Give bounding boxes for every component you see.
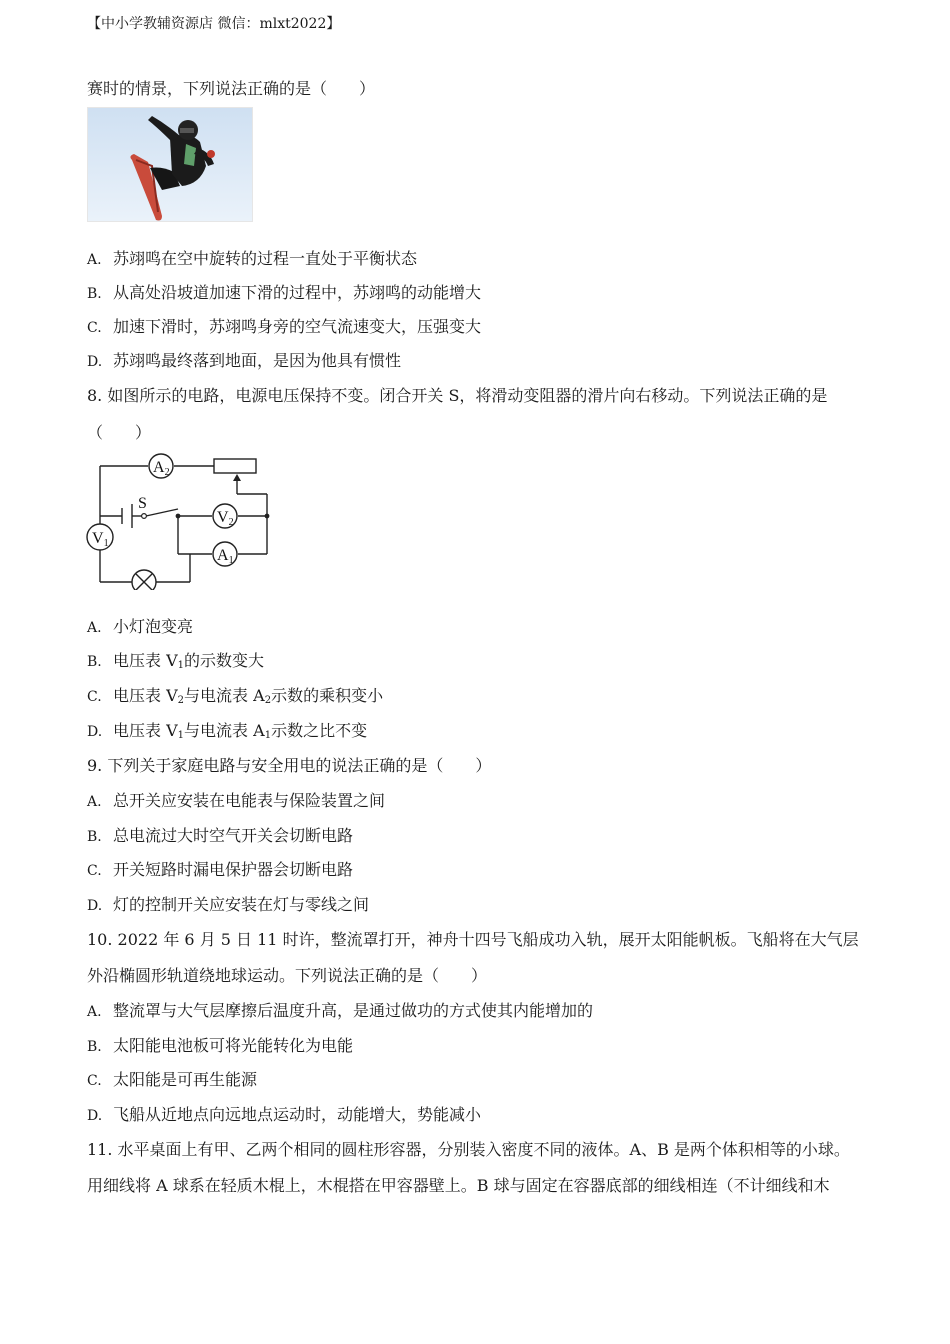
option-label: B. — [87, 1039, 102, 1055]
option-text: 整流罩与大气层摩擦后温度升高，是通过做功的方式使其内能增加的 — [113, 1001, 594, 1020]
label-v2: V — [217, 509, 229, 526]
q11-stem-line1: 11. 水平桌面上有甲、乙两个相同的圆柱形容器，分别装入密度不同的液体。A、B 是两个体积相等的小球。 — [87, 1140, 850, 1159]
q11-stem-line2: 用细线将 A 球系在轻质木棍上，木棍搭在甲容器壁上。B 球与固定在容器底部的细线相连（不计细线和木 — [87, 1176, 830, 1195]
option-label: D. — [87, 898, 103, 914]
q8-stem-line2: （ ） — [87, 423, 152, 442]
option-label: A. — [87, 1004, 102, 1020]
subscript: 2 — [264, 695, 272, 706]
circuit-diagram — [86, 450, 276, 590]
q8-option-c — [87, 683, 383, 706]
option-text: 电压表 V — [113, 651, 178, 670]
q9-option-d — [87, 892, 369, 915]
q8-option-a — [87, 614, 193, 637]
option-label: C. — [87, 1073, 102, 1089]
svg-text:V2: V2 — [217, 509, 234, 528]
q10-option-b — [87, 1033, 353, 1056]
option-text: 与电流表 A — [184, 686, 265, 705]
option-text: 加速下滑时，苏翊鸣身旁的空气流速变大，压强变大 — [113, 317, 482, 336]
q9-option-c — [87, 857, 353, 880]
label-a2: A — [153, 459, 165, 476]
svg-text:A2: A2 — [153, 459, 170, 478]
option-label: C. — [87, 320, 102, 336]
q10-option-a — [87, 998, 593, 1021]
option-label: C. — [87, 689, 102, 705]
option-text: 太阳能电池板可将光能转化为电能 — [113, 1036, 354, 1055]
option-text: 与电流表 A — [184, 721, 265, 740]
option-label: B. — [87, 654, 102, 670]
option-label: D. — [87, 1108, 103, 1124]
q7-option-d — [87, 348, 401, 371]
subscript: 1 — [177, 730, 185, 741]
option-label: C. — [87, 863, 102, 879]
option-text: 苏翊鸣最终落到地面，是因为他具有惯性 — [113, 351, 402, 370]
option-text: 电压表 V — [113, 721, 178, 740]
q10-option-d — [87, 1102, 481, 1125]
q8-option-d — [87, 718, 367, 741]
q10-stem-line1: 10. 2022 年 6 月 5 日 11 时许，整流罩打开，神舟十四号飞船成功入轨，展开太阳能帆板。飞船将在大气层 — [87, 930, 859, 949]
option-text: 小灯泡变亮 — [113, 617, 194, 636]
option-text: 太阳能是可再生能源 — [113, 1070, 258, 1089]
option-text: 示数之比不变 — [271, 721, 368, 740]
subscript: 1 — [264, 730, 272, 741]
q9-option-a — [87, 788, 385, 811]
label-v1: V — [92, 530, 104, 547]
option-label: A. — [87, 252, 102, 268]
option-label: D. — [87, 724, 103, 740]
option-text: 从高处沿坡道加速下滑的过程中，苏翊鸣的动能增大 — [113, 283, 482, 302]
q7-stem: 赛时的情景，下列说法正确的是（ ） — [87, 79, 376, 98]
q9-option-b — [87, 823, 353, 846]
option-text: 苏翊鸣在空中旋转的过程一直处于平衡状态 — [113, 249, 418, 268]
option-text: 电压表 V — [113, 686, 178, 705]
snowboarder-photo — [87, 107, 253, 222]
q9-stem: 9. 下列关于家庭电路与安全用电的说法正确的是（ ） — [87, 756, 492, 775]
svg-text:A1: A1 — [217, 547, 234, 566]
lamp-icon — [132, 570, 156, 590]
option-text: 灯的控制开关应安装在灯与零线之间 — [113, 895, 370, 914]
option-text: 总电流过大时空气开关会切断电路 — [113, 826, 354, 845]
option-label: A. — [87, 794, 102, 810]
q7-option-a — [87, 246, 417, 269]
page-header: 【中小学教辅资源店 微信：mlxt2022】 — [87, 16, 341, 32]
option-label: B. — [87, 829, 102, 845]
q7-option-b — [87, 280, 481, 303]
q10-option-c — [87, 1067, 257, 1090]
label-switch: S — [138, 495, 147, 512]
q7-option-c — [87, 314, 481, 337]
option-text: 开关短路时漏电保护器会切断电路 — [113, 860, 354, 879]
option-text: 的示数变大 — [184, 651, 265, 670]
option-label: D. — [87, 354, 103, 370]
q10-stem-line2: 外沿椭圆形轨道绕地球运动。下列说法正确的是（ ） — [87, 966, 488, 985]
subscript: 2 — [177, 695, 185, 706]
svg-text:V1: V1 — [92, 530, 109, 549]
subscript: 1 — [177, 660, 185, 671]
option-text: 示数的乘积变小 — [271, 686, 384, 705]
q8-option-b — [87, 648, 264, 671]
label-a1: A — [217, 547, 229, 564]
option-label: A. — [87, 620, 102, 636]
option-label: B. — [87, 286, 102, 302]
q8-stem-line1: 8. 如图所示的电路，电源电压保持不变。闭合开关 S，将滑动变阻器的滑片向右移动。下列说法正确的是 — [87, 386, 828, 405]
option-text: 飞船从近地点向远地点运动时，动能增大，势能减小 — [113, 1105, 482, 1124]
option-text: 总开关应安装在电能表与保险装置之间 — [113, 791, 386, 810]
